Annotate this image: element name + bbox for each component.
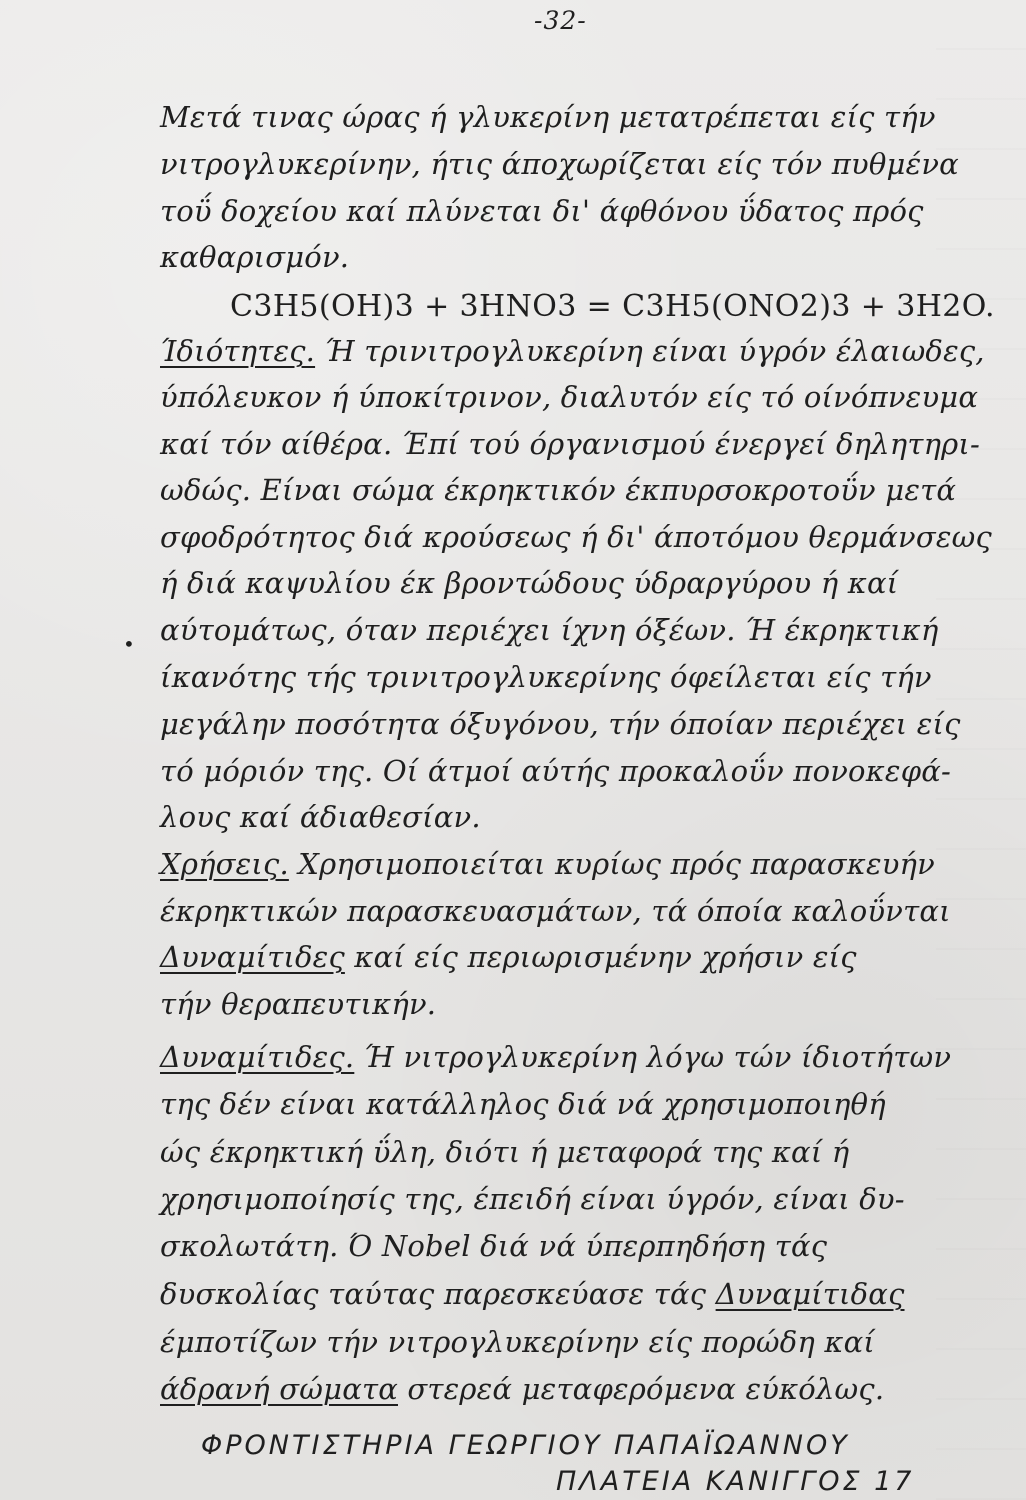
section-text-properties: Ή τρινιτρογλυκερίνη είναι ύγρόν έλαιωδες, bbox=[315, 334, 985, 368]
body-line-09: ωδώς. Είναι σώμα έκρηκτικόν έκπυρσοκροτοΰν μετά bbox=[160, 473, 957, 507]
underlined-dynamites-1: Δυναμίτιδες bbox=[160, 940, 345, 974]
body-line-06 bbox=[160, 334, 985, 368]
section-heading-uses: Χρήσεις. bbox=[160, 847, 289, 881]
body-line-26 bbox=[160, 1277, 905, 1311]
body-line-04: καθαρισμόν. bbox=[160, 240, 350, 274]
body-line-12: αύτομάτως, όταν περιέχει ίχνη όξέων. Ή έκρηκτική bbox=[160, 613, 939, 647]
underlined-dynamites-2: Δυναμίτιδας bbox=[715, 1277, 905, 1311]
page-number: -32- bbox=[534, 6, 587, 35]
body-line-03: τοΰ δοχείου καί πλύνεται δι' άφθόνου ΰδατος πρός bbox=[160, 194, 924, 228]
body-line-28-text: στερεά μεταφερόμενα εύκόλως. bbox=[398, 1372, 885, 1406]
footer-line-2: ΠΛΑΤΕΙΑ ΚΑΝΙΓΓΟΣ 17 bbox=[556, 1466, 915, 1497]
body-line-08: καί τόν αίθέρα. Έπί τού όργανισμού ένεργεί δηλητηρι- bbox=[160, 427, 980, 461]
section-text-dynamites: Ή νιτρογλυκερίνη λόγω τών ίδιοτήτων bbox=[354, 1040, 952, 1074]
section-heading-properties: Ίδιότητες. bbox=[160, 334, 316, 368]
body-line-27: έμποτίζων τήν νιτρογλυκερίνην είς πορώδη καί bbox=[160, 1325, 875, 1359]
body-line-15: τό μόριόν της. Οί άτμοί αύτής προκαλοΰν πονοκεφά- bbox=[160, 754, 951, 788]
body-line-01: Μετά τινας ώρας ή γλυκερίνη μετατρέπεται είς τήν bbox=[160, 100, 936, 134]
body-line-19 bbox=[160, 940, 857, 974]
body-line-02: νιτρογλυκερίνην, ήτις άποχωρίζεται είς τόν πυθμένα bbox=[160, 147, 959, 181]
body-line-13: ίκανότης τής τρινιτρογλυκερίνης όφείλεται είς τήν bbox=[160, 660, 932, 694]
body-line-19-text: καί είς περιωρισμένην χρήσιν είς bbox=[344, 940, 857, 974]
body-line-24: χρησιμοποίησίς της, έπειδή είναι ύγρόν, είναι δυ- bbox=[160, 1182, 905, 1216]
footer-line-1: ΦΡΟΝΤΙΣΤΗΡΙΑ ΓΕΩΡΓΙΟΥ ΠΑΠΑΪΩΑΝΝΟΥ bbox=[201, 1430, 850, 1461]
section-text-uses: Χρησιμοποιείται κυρίως πρός παρασκευήν bbox=[288, 847, 935, 881]
body-line-28 bbox=[160, 1372, 885, 1406]
margin-mark: • bbox=[123, 632, 135, 656]
body-line-17 bbox=[160, 847, 935, 881]
body-line-25: σκολωτάτη. Ό Nobel διά νά ύπερπηδήση τάς bbox=[160, 1229, 828, 1263]
body-line-07: ύπόλευκον ή ύποκίτρινον, διαλυτόν είς τό οίνόπνευμα bbox=[160, 380, 979, 414]
body-line-10: σφοδρότητος διά κρούσεως ή δι' άποτόμου θερμάνσεως bbox=[160, 520, 992, 554]
chemical-equation: C3H5(OH)3 + 3HNO3 = C3H5(ONO2)3 + 3H2O. bbox=[230, 289, 995, 324]
body-line-20: τήν θεραπευτικήν. bbox=[160, 987, 437, 1021]
section-heading-dynamites: Δυναμίτιδες. bbox=[160, 1040, 355, 1074]
body-line-11: ή διά καψυλίου έκ βροντώδους ύδραργύρου ή καί bbox=[160, 566, 899, 600]
body-line-26-text: δυσκολίας ταύτας παρεσκεύασε τάς bbox=[160, 1277, 716, 1311]
underlined-inert-bodies: άδρανή σώματα bbox=[160, 1372, 398, 1406]
bleed-through-texture bbox=[936, 0, 1026, 1500]
body-line-21 bbox=[160, 1040, 952, 1074]
body-line-16: λους καί άδιαθεσίαν. bbox=[160, 800, 481, 834]
body-line-22: της δέν είναι κατάλληλος διά νά χρησιμοποιηθή bbox=[160, 1087, 886, 1121]
body-line-18: έκρηκτικών παρασκευασμάτων, τά όποία καλοΰνται bbox=[160, 894, 951, 928]
body-line-14: μεγάλην ποσότητα όξυγόνου, τήν όποίαν περιέχει είς bbox=[160, 707, 961, 741]
body-line-23: ώς έκρηκτική ΰλη, διότι ή μεταφορά της καί ή bbox=[160, 1135, 850, 1169]
